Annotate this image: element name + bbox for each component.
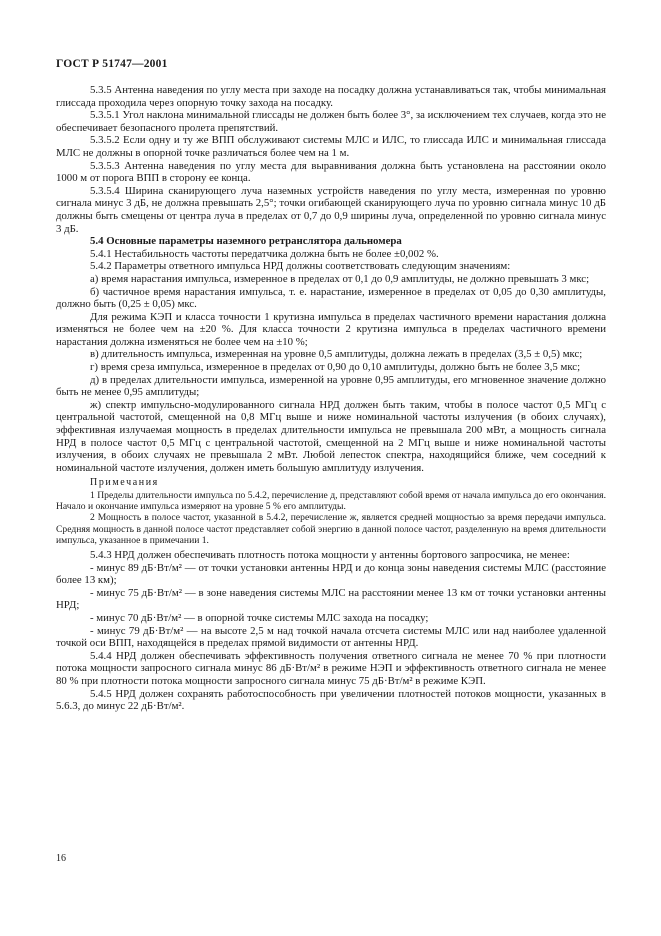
paragraph: 5.3.5.3 Антенна наведения по углу места для выравнивания должна быть установлена на расстоянии около 1000 м от порога ВПП в сторону ее конца. (56, 159, 606, 185)
paragraph: 5.3.5 Антенна наведения по углу места при заходе на посадку должна устанавливаться так, чтобы минимальная глиссада проходила через опорную точку захода на посадку. (56, 84, 606, 109)
paragraph: 5.4.2 Параметры ответного импульса НРД должны соответствовать следующим значениям: (90, 260, 511, 273)
paragraph: 5.4.5 НРД должен сохранять работоспособность при увеличении плотностей потоков мощности, указанных в 5.6.3, до минус 22 дБ·Вт/м². (56, 687, 606, 713)
paragraph: 5.4.1 Нестабильность частоты передатчика должна быть не более ±0,002 %. (90, 247, 439, 260)
list-item: - минус 70 дБ·Вт/м² — в опорной точке системы МЛС захода на посадку; (90, 611, 429, 624)
paragraph: Для режима КЭП и класса точности 1 крутизна импульса в пределах частичного времени нарастания должна изменяться не более чем на ±20 %. Для класса точности 2 крутизна импульса в пределах частичного времени нарастания должна изменяться не более чем на ±10 %; (56, 310, 606, 348)
list-item: б) частичное время нарастания импульса, т. е. нарастание, измеренное в пределах от 0,05 до 0,30 амплитуды, должно быть (0,25 ± 0,05) мкс. (56, 285, 606, 311)
document-body (56, 84, 606, 713)
list-item: - минус 75 дБ·Вт/м² — в зоне наведения системы МЛС на расстоянии менее 13 км от точки установки антенны НРД; (56, 586, 606, 612)
section-heading: 5.4 Основные параметры наземного ретранслятора дальномера (90, 235, 402, 248)
paragraph: 5.4.4 НРД должен обеспечивать эффективность получения ответного сигнала не менее 70 % при плотности потока мощности запросного сигнала минус 86 дБ·Вт/м² в режиме НЭП и эффективность ответного сигнала не менее 80 % при плотности потока мощности запросного сигнала минус 75 дБ·Вт/м² в режиме КЭП. (56, 649, 606, 687)
list-item: - минус 79 дБ·Вт/м² — на высоте 2,5 м над точкой начала отсчета системы МЛС или над наиболее удаленной точкой оси ВПП, находящейся в пределах прямой видимости от антенны НРД. (56, 624, 606, 650)
paragraph: 5.3.5.1 Угол наклона минимальной глиссады не должен быть более 3°, за исключением тех случаев, когда это не обеспечивает безопасного пролета препятствий. (56, 109, 606, 134)
paragraph: 5.4.3 НРД должен обеспечивать плотность потока мощности у антенны бортового запросчика, не менее: (90, 549, 570, 562)
notes-heading: Примечания (90, 477, 159, 489)
list-item: а) время нарастания импульса, измеренное в пределах от 0,1 до 0,9 амплитуды, не должно превышать 3 мкс; (90, 272, 590, 285)
page-number: 16 (56, 853, 66, 864)
note-item: 1 Пределы длительности импульса по 5.4.2, перечисление д, представляют собой время от начала импульса до его окончания. Начало и окончание импульса измеряют на уровне 5 % его амплитуды. (56, 490, 606, 513)
paragraph: 5.3.5.4 Ширина сканирующего луча наземных устройств наведения по углу места, измеренная по уровню сигнала минус 3 дБ, не должна превышать 2,5°; точки огибающей сканирующего луча по уровню сигнала минус 10 дБ должны быть смещены от центра луча в пределах от 0,7 до 0,9 ширины луча, определенной по уровню сигнала минус 3 дБ. (56, 184, 606, 235)
document-header: ГОСТ Р 51747—2001 (56, 58, 168, 70)
list-item: ж) спектр импульсно-модулированного сигнала НРД должен быть таким, чтобы в полосе частот 0,5 МГц с центральной частотой, смещенной на 0,8 МГц выше и ниже номинальной частоты излучения (в обоих случаях), эффективная излучаемая мощность в пределах длительности импульса не превышала 200 мВт, а мощность сигнала НРД в полосе частот 0,5 МГц с центральной частотой, смещенной на 2 МГц выше и ниже номинальной частоты излучения, в обоих случаях не превышала 2 мВт. Любой лепесток спектра, находящийся ближе, чем соседний к номинальной частоте излучения, должен иметь большую амплитуду излучения. (56, 398, 606, 474)
paragraph: 5.3.5.2 Если одну и ту же ВПП обслуживают системы МЛС и ИЛС, то глиссада ИЛС и минимальная глиссада МЛС не должны в опорной точке различаться более чем на 1 м. (56, 134, 606, 159)
note-item: 2 Мощность в полосе частот, указанной в 5.4.2, перечисление ж, является средней мощностью за время передачи импульса. Средняя мощность в данной полосе частот представляет собой энергию в данной полосе частот, разделенную на время длительности импульса, указанное в примечании 1. (56, 512, 606, 546)
list-item: - минус 89 дБ·Вт/м² — от точки установки антенны НРД и до конца зоны наведения системы МЛС (расстояние более 13 км); (56, 561, 606, 587)
list-item: в) длительность импульса, измеренная на уровне 0,5 амплитуды, должна лежать в пределах (3,5 ± 0,5) мкс; (90, 348, 583, 361)
list-item: г) время среза импульса, измеренное в пределах от 0,90 до 0,10 амплитуды, должно быть не более 3,5 мкс; (90, 361, 581, 374)
list-item: д) в пределах длительности импульса, измеренной на уровне 0,95 амплитуды, его мгновенное значение должно быть не менее 0,95 амплитуды; (56, 373, 606, 399)
